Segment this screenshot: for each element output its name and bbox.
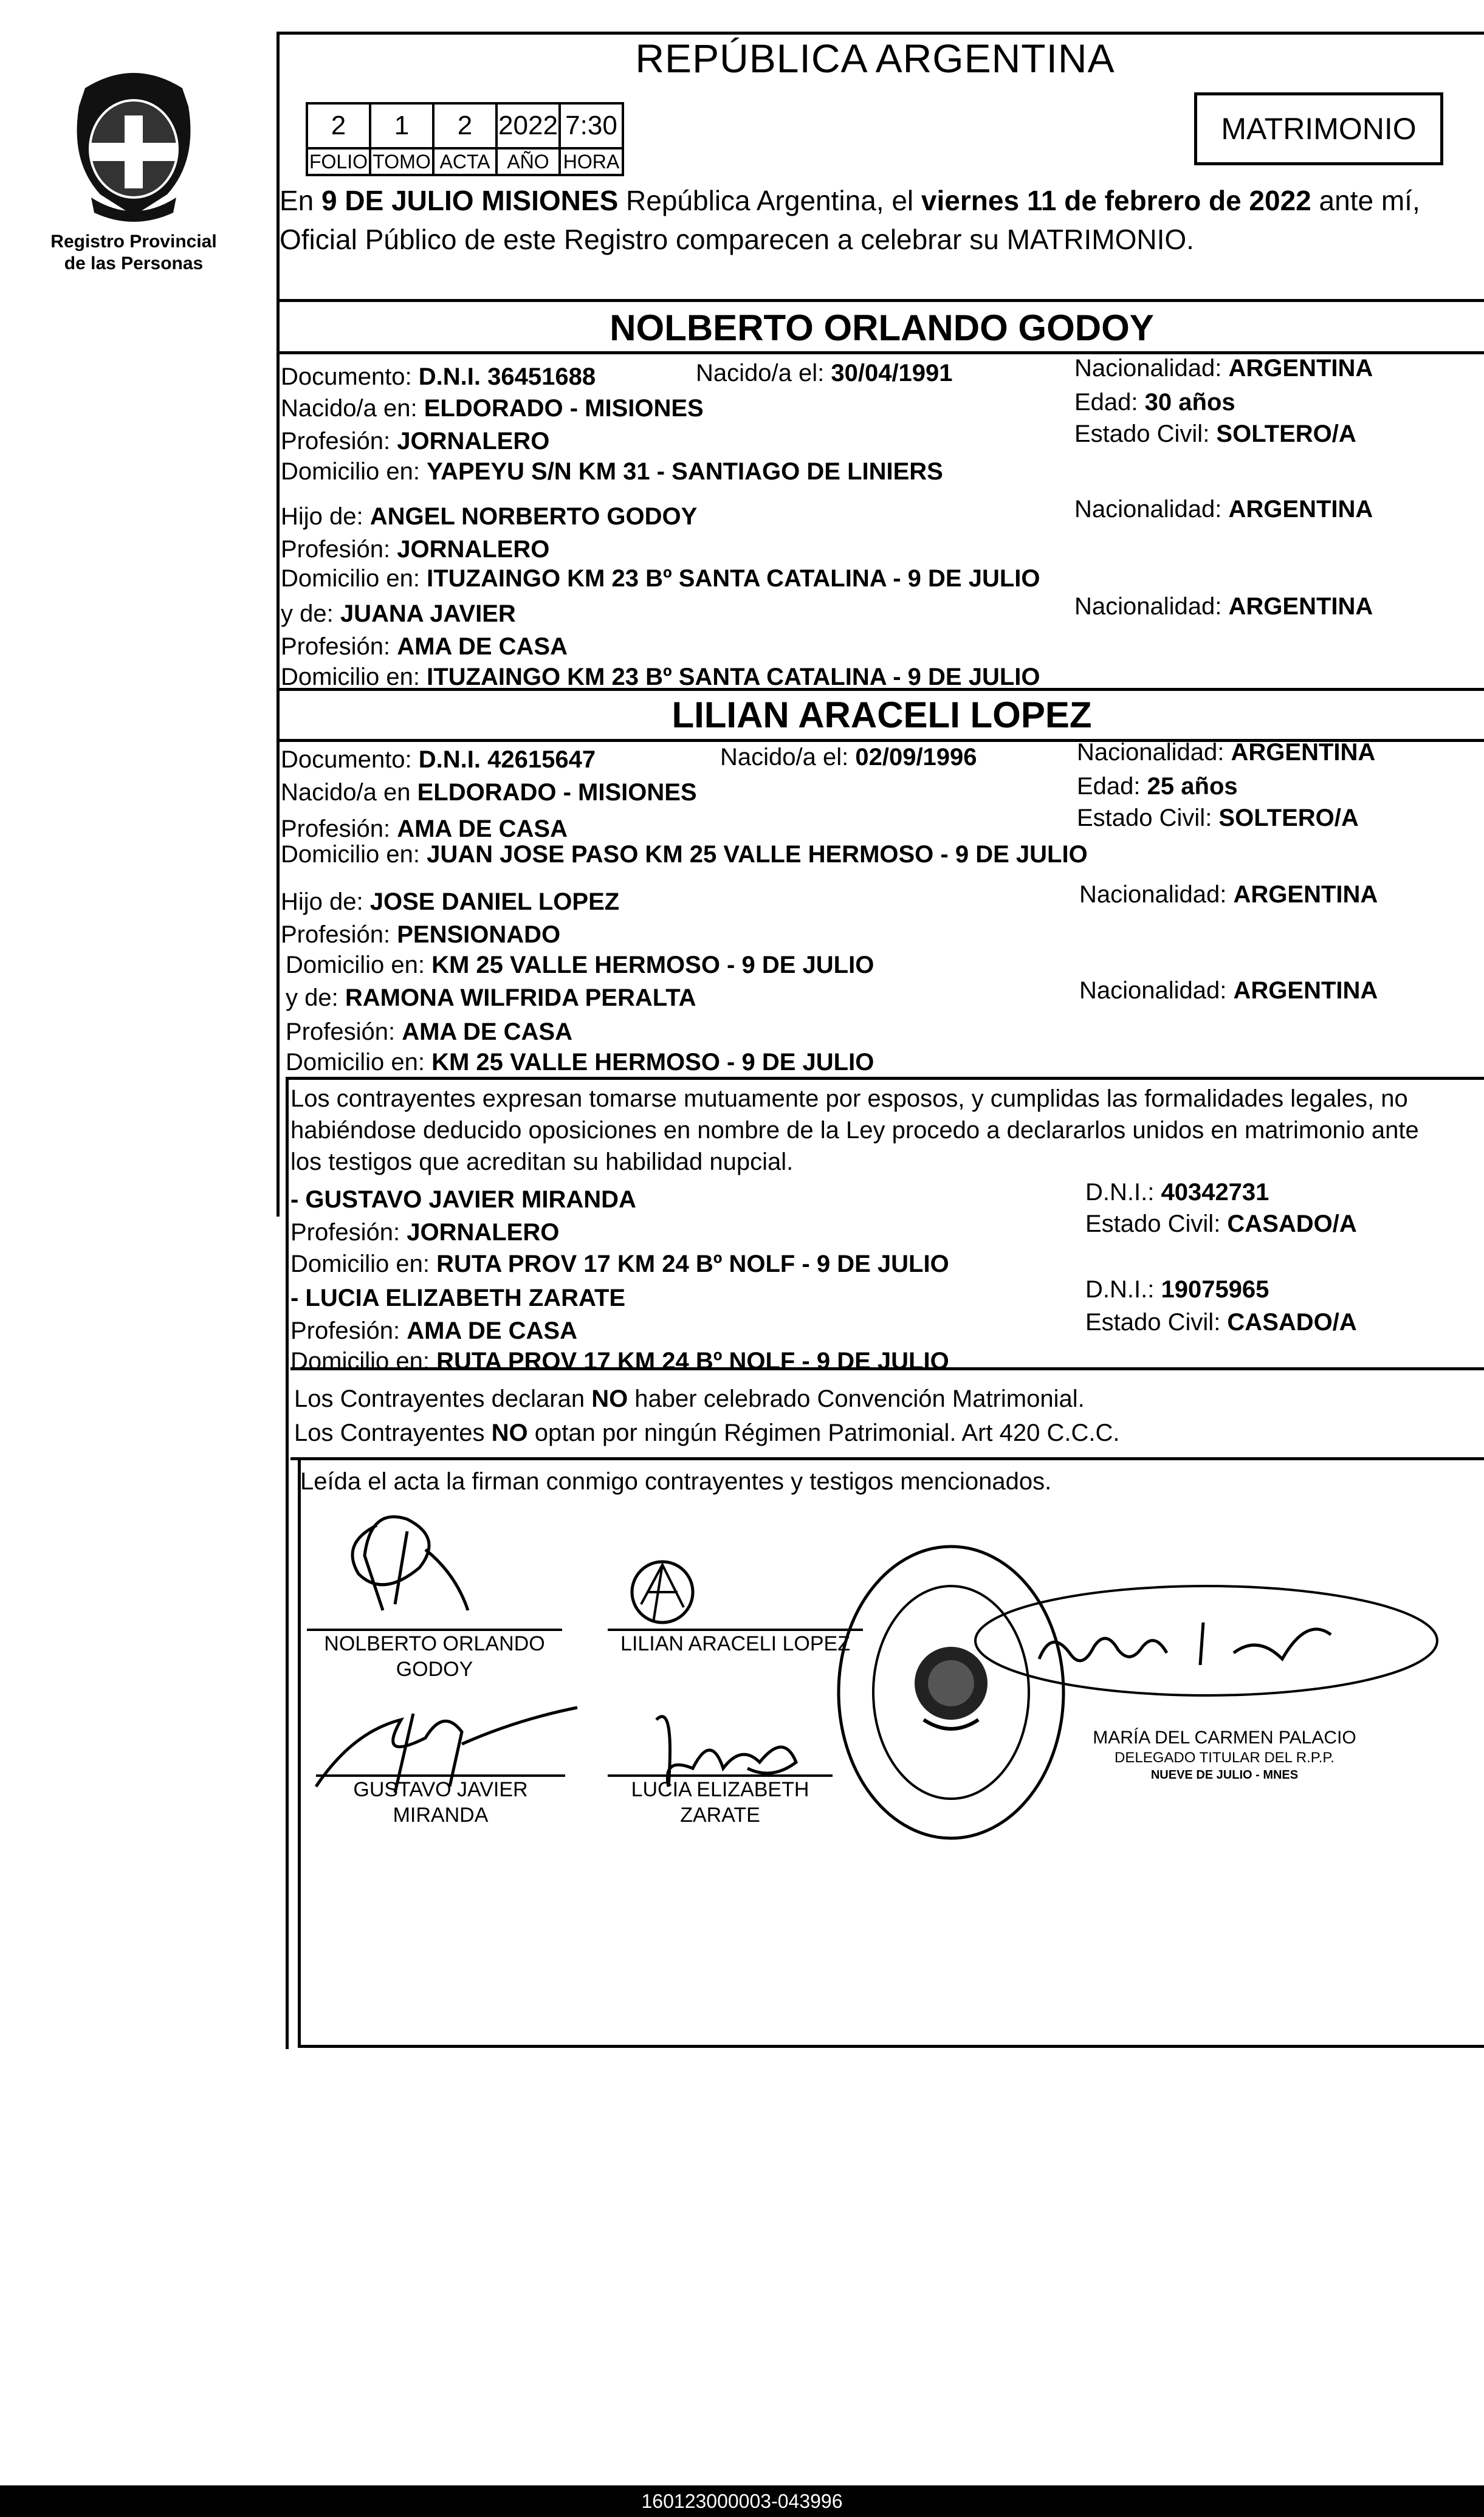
time-label: HORA <box>560 148 623 175</box>
signature-lopez <box>617 1556 708 1629</box>
convention-line-2: Los Contrayentes NO optan por ningún Régimen Patrimonial. Art 420 C.C.C. <box>294 1420 1120 1446</box>
spouse2-civil-status: Estado Civil: SOLTERO/A <box>1077 805 1359 831</box>
spouse2-father: Hijo de: JOSE DANIEL LOPEZ <box>281 888 620 915</box>
spouse2-address: Domicilio en: JUAN JOSE PASO KM 25 VALLE HERMOSO - 9 DE JULIO <box>281 841 1088 868</box>
spouse1-birthplace: Nacido/a en: ELDORADO - MISIONES <box>281 395 704 422</box>
official-place: NUEVE DE JULIO - MNES <box>1150 1768 1299 1782</box>
frame-left-signatures <box>298 1457 301 2048</box>
witness1-address: Domicilio en: RUTA PROV 17 KM 24 Bº NOLF - 9 DE JULIO <box>290 1251 949 1277</box>
sig-label-miranda: GUSTAVO JAVIER MIRANDA <box>353 1778 528 1827</box>
witness-text-3: los testigos que acreditan su habilidad nupcial. <box>290 1149 794 1175</box>
intro-line-1: En 9 DE JULIO MISIONES República Argentina, el viernes 11 de febrero de 2022 ante mí, <box>280 185 1420 216</box>
spouse1-father-profession: Profesión: JORNALERO <box>281 536 550 563</box>
witness1-dni: D.N.I.: 40342731 <box>1085 1179 1269 1206</box>
sig-label-zarate: LUCIA ELIZABETH ZARATE <box>631 1778 809 1827</box>
witness2-profession: Profesión: AMA DE CASA <box>290 1317 577 1344</box>
spouse1-mother-profession: Profesión: AMA DE CASA <box>281 633 568 660</box>
spouse1-document: Documento: D.N.I. 36451688 <box>281 363 596 390</box>
spouse2-mother-nationality: Nacionalidad: ARGENTINA <box>1079 977 1378 1004</box>
spouse1-father-nationality: Nacionalidad: ARGENTINA <box>1074 496 1373 523</box>
year-value: 2022 <box>496 103 560 148</box>
tomo-value: 1 <box>370 103 433 148</box>
official-name: MARÍA DEL CARMEN PALACIO <box>1093 1728 1356 1748</box>
convention-line-1: Los Contrayentes declaran NO haber celebrado Convención Matrimonial. <box>294 1386 1085 1412</box>
caption-line-2: de las Personas <box>64 253 204 273</box>
spouse2-father-nationality: Nacionalidad: ARGENTINA <box>1079 881 1378 908</box>
witness2-dni: D.N.I.: 19075965 <box>1085 1276 1269 1303</box>
frame-bottom <box>298 2045 1484 2048</box>
spouse2-father-address: Domicilio en: KM 25 VALLE HERMOSO - 9 DE JULIO <box>286 952 874 978</box>
acta-value: 2 <box>433 103 496 148</box>
folio-label: FOLIO <box>307 148 370 175</box>
witness-text-1: Los contrayentes expresan tomarse mutuamente por esposos, y cumplidas las formalidades legales, no <box>290 1085 1408 1112</box>
witness1-profession: Profesión: JORNALERO <box>290 1219 560 1246</box>
time-value: 7:30 <box>560 103 623 148</box>
spouse2-name: LILIAN ARACELI LOPEZ <box>672 695 1092 735</box>
caption-line-1: Registro Provincial <box>50 232 217 252</box>
folio-value: 2 <box>307 103 370 148</box>
spouse1-address: Domicilio en: YAPEYU S/N KM 31 - SANTIAGO DE LINIERS <box>281 458 943 485</box>
official-block <box>1079 1727 1370 1783</box>
spouse2-birthplace: Nacido/a en ELDORADO - MISIONES <box>281 779 697 806</box>
frame-left-bottom <box>286 1077 289 2049</box>
reference-table <box>306 102 624 176</box>
spouse1-mother: y de: JUANA JAVIER <box>281 600 516 627</box>
spouse1-mother-address: Domicilio en: ITUZAINGO KM 23 Bº SANTA CATALINA - 9 DE JULIO <box>281 664 1040 690</box>
signature-godoy <box>316 1507 510 1629</box>
intro-place: 9 DE JULIO MISIONES <box>321 185 619 216</box>
divider-header <box>277 299 1484 302</box>
year-label: AÑO <box>496 148 560 175</box>
witness2-civil-status: Estado Civil: CASADO/A <box>1085 1309 1357 1336</box>
act-type: MATRIMONIO <box>1221 112 1417 146</box>
act-type-box <box>1194 92 1443 165</box>
spouse1-age: Edad: 30 años <box>1074 389 1235 416</box>
spouse2-nationality: Nacionalidad: ARGENTINA <box>1077 739 1376 766</box>
witness-text-2: habiéndose deducido oposiciones en nombre de la Ley procedo a declararlos unidos en matrimonio ante <box>290 1117 1419 1144</box>
frame-top <box>277 32 1484 35</box>
sig-label-godoy: NOLBERTO ORLANDO GODOY <box>324 1632 545 1681</box>
spouse2-mother: y de: RAMONA WILFRIDA PERALTA <box>286 984 696 1011</box>
spouse1-birthdate: Nacido/a el: 30/04/1991 <box>696 360 953 386</box>
spouse1-name: NOLBERTO ORLANDO GODOY <box>610 307 1154 348</box>
witness1-civil-status: Estado Civil: CASADO/A <box>1085 1210 1357 1237</box>
read-statement: Leída el acta la firman conmigo contrayentes y testigos mencionados. <box>300 1468 1052 1495</box>
spouse2-mother-profession: Profesión: AMA DE CASA <box>286 1018 572 1045</box>
spouse2-age: Edad: 25 años <box>1077 773 1238 800</box>
spouse2-birthdate: Nacido/a el: 02/09/1996 <box>720 744 977 771</box>
spouse1-mother-nationality: Nacionalidad: ARGENTINA <box>1074 593 1373 620</box>
document-title: REPÚBLICA ARGENTINA <box>635 36 1115 81</box>
spouse1-father: Hijo de: ANGEL NORBERTO GODOY <box>281 503 698 530</box>
official-title: DELEGADO TITULAR DEL R.P.P. <box>1115 1750 1335 1766</box>
acta-label: ACTA <box>433 148 496 175</box>
document-code-bar <box>0 2485 1484 2517</box>
sig-label-lopez: LILIAN ARACELI LOPEZ <box>620 1632 850 1655</box>
witness2-name: - LUCIA ELIZABETH ZARATE <box>290 1285 626 1311</box>
spouse1-civil-status: Estado Civil: SOLTERO/A <box>1074 421 1356 447</box>
spouse2-profession: Profesión: AMA DE CASA <box>281 816 568 842</box>
registry-logo <box>58 64 210 228</box>
intro-line-2: Oficial Público de este Registro comparecen a celebrar su MATRIMONIO. <box>280 224 1194 255</box>
tomo-label: TOMO <box>370 148 433 175</box>
witness1-name: - GUSTAVO JAVIER MIRANDA <box>290 1186 636 1213</box>
witness2-address: Domicilio en: RUTA PROV 17 KM 24 Bº NOLF - 9 DE JULIO <box>290 1348 949 1375</box>
spouse1-nationality: Nacionalidad: ARGENTINA <box>1074 355 1373 382</box>
intro-date: viernes 11 de febrero de 2022 <box>921 185 1311 216</box>
spouse1-profession: Profesión: JORNALERO <box>281 428 550 455</box>
document-code: 160123000003-043996 <box>641 2490 843 2512</box>
spouse1-father-address: Domicilio en: ITUZAINGO KM 23 Bº SANTA CATALINA - 9 DE JULIO <box>281 565 1040 592</box>
spouse2-mother-address: Domicilio en: KM 25 VALLE HERMOSO - 9 DE JULIO <box>286 1049 874 1076</box>
spouse2-document: Documento: D.N.I. 42615647 <box>281 746 596 773</box>
registry-seal <box>833 1537 1070 1847</box>
divider-convention-end <box>290 1457 1484 1460</box>
registry-caption <box>36 231 231 275</box>
spouse2-father-profession: Profesión: PENSIONADO <box>281 921 561 948</box>
divider-spouse2-end <box>286 1077 1484 1080</box>
